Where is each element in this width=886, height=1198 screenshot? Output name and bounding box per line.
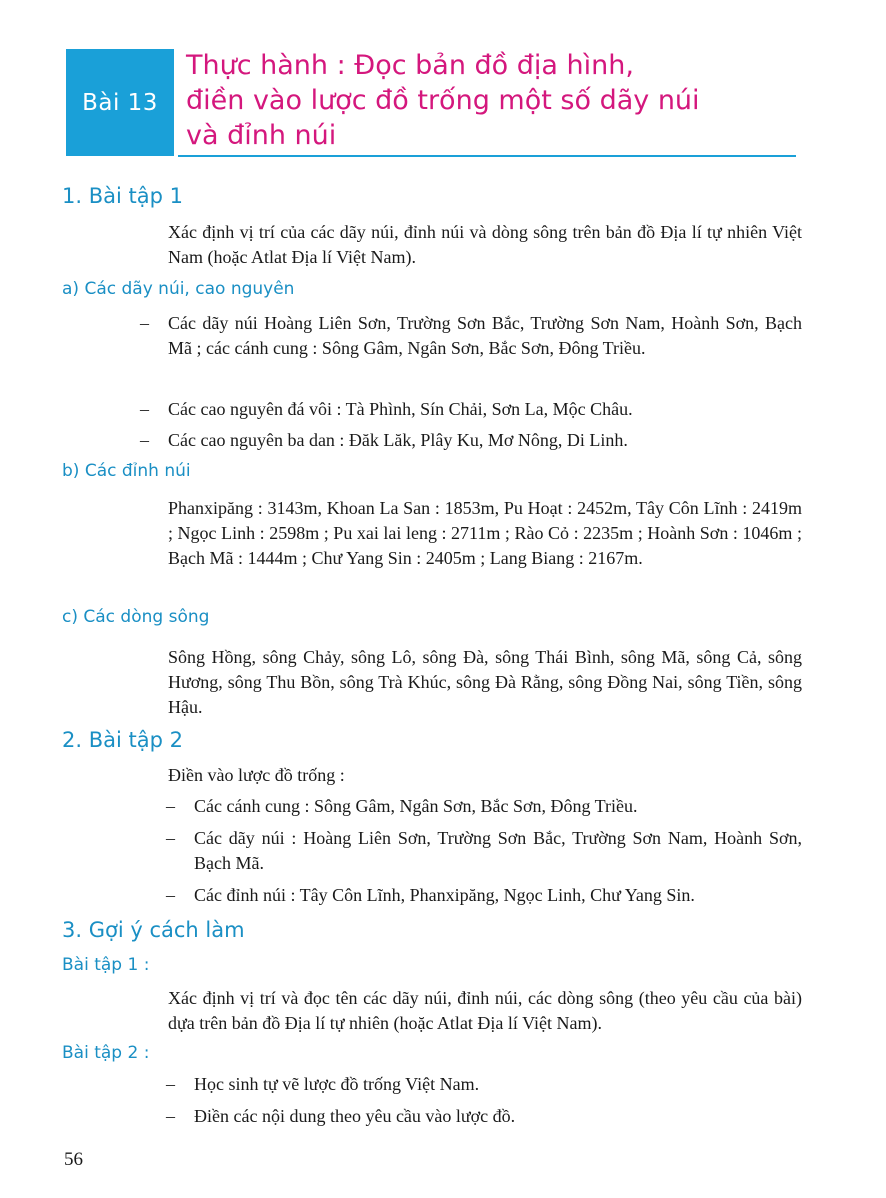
bullet-dash: – (166, 1106, 175, 1126)
subsection-a-heading: a) Các dãy núi, cao nguyên (62, 279, 295, 299)
title-underline (178, 155, 796, 157)
title-line-2: điền vào lược đồ trống một số dãy núi (186, 85, 700, 116)
list-item-text: Các đỉnh núi : Tây Côn Lĩnh, Phanxipăng, Ngọc Linh, Chư Yang Sin. (194, 885, 695, 905)
lesson-badge: Bài 13 (66, 49, 174, 156)
rivers-paragraph: Sông Hồng, sông Chảy, sông Lô, sông Đà, sông Thái Bình, sông Mã, sông Cả, sông Hương, sông Thu Bồn, sông Trà Khúc, sông Đà Rằng, sông Đồng Nai, sông Tiền, sông Hậu. (168, 647, 802, 717)
bullet-dash: – (166, 828, 175, 848)
bullet-dash: – (140, 313, 149, 333)
subsection-c-heading: c) Các dòng sông (62, 607, 210, 627)
bullet-dash: – (140, 399, 149, 419)
exercise-1-text: Xác định vị trí và đọc tên các dãy núi, đỉnh núi, các dòng sông (theo yêu cầu của bài) dựa trên bản đồ Địa lí tự nhiên (hoặc Atlat Địa lí Việt Nam). (168, 988, 802, 1033)
section-1-intro: Xác định vị trí của các dãy núi, đỉnh núi và dòng sông trên bản đồ Địa lí tự nhiên Việt Nam (hoặc Atlat Địa lí Việt Nam). (168, 222, 802, 267)
section-3-heading: 3. Gợi ý cách làm (62, 918, 245, 942)
list-item (166, 826, 802, 876)
lesson-title (186, 48, 806, 153)
bullet-dash: – (166, 885, 175, 905)
list-item (140, 428, 802, 453)
list-item-text: Các cánh cung : Sông Gâm, Ngân Sơn, Bắc Sơn, Đông Triều. (194, 796, 638, 816)
list-item (166, 1072, 802, 1097)
page-number: 56 (64, 1149, 83, 1170)
list-item-text: Các cao nguyên ba dan : Đăk Lăk, Plây Ku, Mơ Nông, Di Linh. (168, 430, 628, 450)
bullet-dash: – (140, 430, 149, 450)
list-item (166, 1104, 802, 1129)
section-1-heading: 1. Bài tập 1 (62, 184, 183, 208)
title-line-3: và đỉnh núi (186, 120, 337, 151)
list-item-text: Học sinh tự vẽ lược đồ trống Việt Nam. (194, 1074, 480, 1094)
list-item-text: Các dãy núi : Hoàng Liên Sơn, Trường Sơn Bắc, Trường Sơn Nam, Hoành Sơn, Bạch Mã. (194, 828, 802, 873)
section-2-heading: 2. Bài tập 2 (62, 728, 183, 752)
list-item (166, 883, 802, 908)
list-item-text: Các cao nguyên đá vôi : Tà Phình, Sín Chải, Sơn La, Mộc Châu. (168, 399, 633, 419)
subsection-b-heading: b) Các đỉnh núi (62, 461, 191, 481)
list-item (166, 794, 802, 819)
list-item (140, 397, 802, 422)
exercise-2-heading: Bài tập 2 : (62, 1043, 150, 1063)
bullet-dash: – (166, 796, 175, 816)
exercise-1-heading: Bài tập 1 : (62, 955, 150, 975)
bullet-dash: – (166, 1074, 175, 1094)
title-line-1: Thực hành : Đọc bản đồ địa hình, (186, 50, 634, 81)
section-2-intro: Điền vào lược đồ trống : (168, 765, 345, 785)
list-item (140, 311, 802, 361)
peaks-paragraph: Phanxipăng : 3143m, Khoan La San : 1853m, Pu Hoạt : 2452m, Tây Côn Lĩnh : 2419m ; Ngọc Linh : 2598m ; Pu xai lai leng : 2711m ; Rào Cỏ : 2235m ; Hoành Sơn : 1046m ; Bạch Mã : 1444m ; Chư Yang Sin : 2405m ; Lang Biang : 2167m. (168, 498, 802, 568)
list-item-text: Điền các nội dung theo yêu cầu vào lược đồ. (194, 1106, 516, 1126)
list-item-text: Các dãy núi Hoàng Liên Sơn, Trường Sơn Bắc, Trường Sơn Nam, Hoành Sơn, Bạch Mã ; các cánh cung : Sông Gâm, Ngân Sơn, Bắc Sơn, Đông Triều. (168, 313, 802, 358)
